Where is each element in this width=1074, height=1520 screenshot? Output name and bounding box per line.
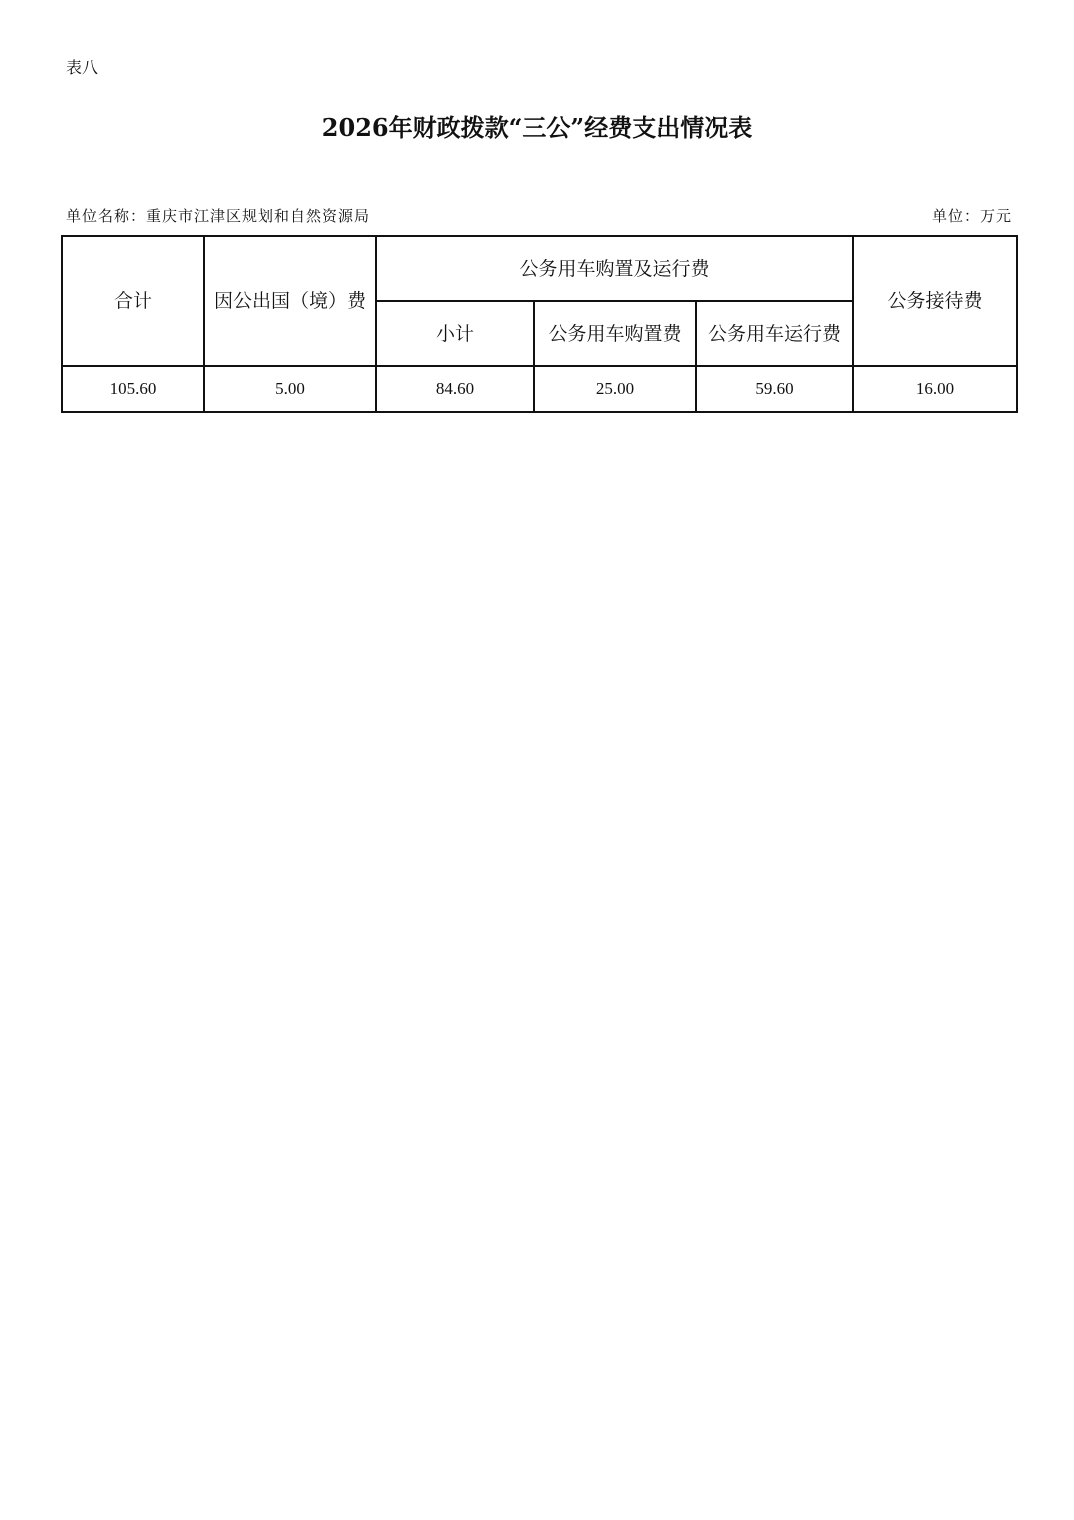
header-overseas-travel: 因公出国（境）费	[204, 236, 376, 366]
document-title: 2026年财政拨款“三公”经费支出情况表	[321, 113, 753, 142]
cell-reception: 16.00	[853, 366, 1017, 412]
unit-name-label: 单位名称：重庆市江津区规划和自然资源局	[66, 207, 371, 225]
table-row	[62, 366, 1017, 412]
three-public-expenses-table	[61, 235, 1018, 413]
header-reception: 公务接待费	[853, 236, 1017, 366]
header-vehicle-group: 公务用车购置及运行费	[376, 236, 853, 301]
header-row-primary	[62, 236, 1017, 301]
cell-vehicle-operation: 59.60	[696, 366, 853, 412]
cell-total: 105.60	[62, 366, 204, 412]
currency-unit-label: 单位：万元	[931, 207, 1012, 225]
header-vehicle-operation: 公务用车运行费	[696, 301, 853, 366]
header-vehicle-subtotal: 小计	[376, 301, 534, 366]
header-vehicle-purchase: 公务用车购置费	[534, 301, 696, 366]
cell-vehicle-purchase: 25.00	[534, 366, 696, 412]
cell-overseas-travel: 5.00	[204, 366, 376, 412]
header-total: 合计	[62, 236, 204, 366]
cell-vehicle-subtotal: 84.60	[376, 366, 534, 412]
table-number-label: 表八	[66, 58, 99, 77]
